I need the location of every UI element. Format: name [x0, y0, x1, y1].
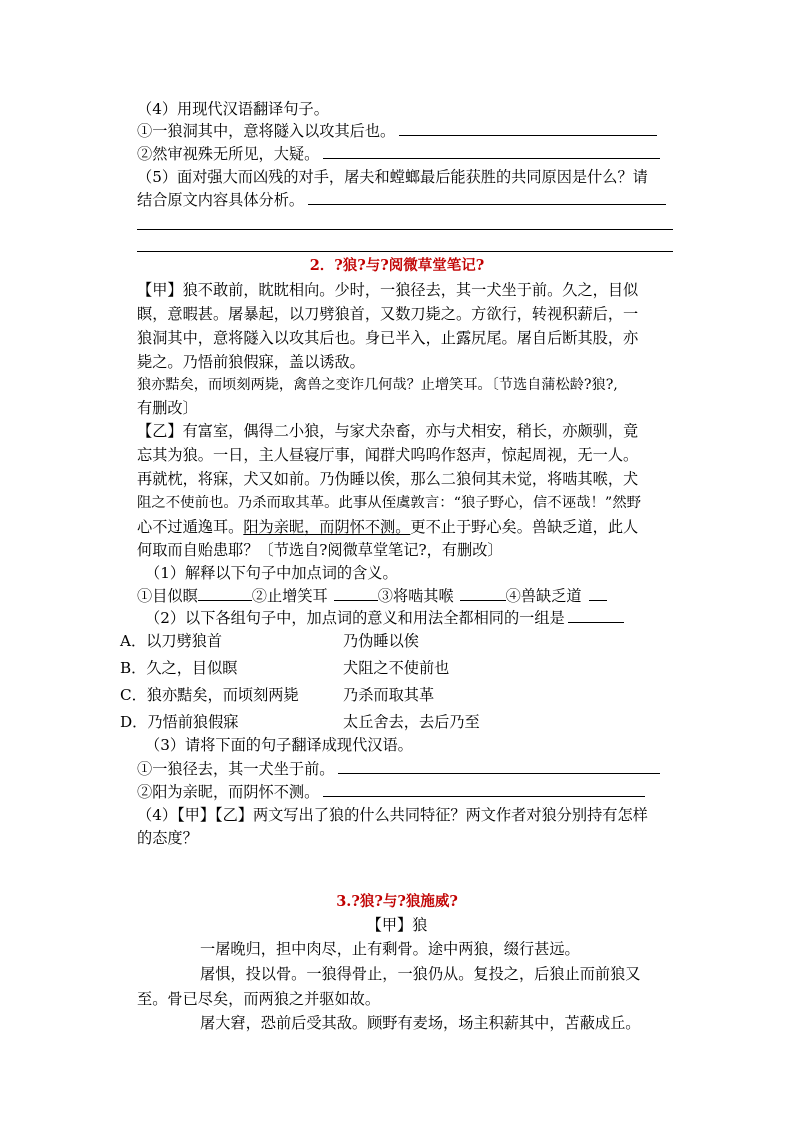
jia-line: 【甲】狼不敢前，眈眈相向。少时，一狼径去，其一犬坐于前。久之，目似 [137, 281, 639, 299]
section3-subtitle: 【甲】狼 [366, 916, 428, 934]
answer-blank[interactable] [338, 759, 660, 774]
q4-line1: （4）【甲】【乙】两文写出了狼的什么共同特征？两文作者对狼分别持有怎样 [137, 806, 648, 824]
answer-blank[interactable] [334, 586, 378, 601]
q2-option-d-pair: 太丘舍去，去后乃至 [343, 713, 480, 731]
section3-paragraph: 屠大窘，恐前后受其敌。顾野有麦场，场主积薪其中，苫蔽成丘。 [200, 1014, 641, 1032]
q1-part4-sentence-1: ①一狼洞其中，意将隧入以攻其后也。 [137, 121, 657, 141]
q1-part5-prompt-line1: （5）面对强大而凶残的对手，屠夫和螳螂最后能获胜的共同原因是什么？请 [137, 168, 648, 186]
q1-part4-sentence-2: ②然审视殊无所见，大疑。 [137, 144, 660, 164]
q1-part5-prompt-line2: 结合原文内容具体分析。 [137, 190, 666, 210]
answer-line[interactable] [137, 251, 673, 252]
q2-option-a-pair: 乃伪睡以俟 [343, 632, 419, 650]
q2-option-c-pair: 乃杀而取其革 [343, 686, 435, 704]
yi-line: 再就枕，将寐，犬又如前。乃伪睡以俟，那么二狼伺其未觉，将啮其喉，犬 [137, 470, 639, 488]
jia-line: 狼亦黠矣，而顷刻两毙，禽兽之变诈几何哉？止增笑耳。〔节选自蒲松龄?狼?, [137, 377, 618, 393]
yi-line: 心不过遁逸耳。阳为亲昵，而阴怀不测。更不止于野心矣。兽缺乏道，此人 [137, 518, 639, 536]
q3-prompt: （3）请将下面的句子翻译成现代汉语。 [145, 736, 413, 754]
q2-option-b[interactable]: B．久之，目似瞑 [120, 659, 238, 677]
section3-paragraph: 一屠晚归，担中肉尽，止有剩骨。途中两狼，缀行甚远。 [200, 940, 580, 958]
q1-items: ①目似瞑 ②止增笑耳 ③将啮其喉 ④兽缺乏道 [137, 586, 607, 606]
underlined-sentence: 阳为亲昵，而阴怀不测。 [243, 518, 411, 536]
q1-prompt: （1）解释以下句子中加点词的含义。 [145, 564, 398, 582]
q3-sentence-1: ①一狼径去，其一犬坐于前。 [137, 759, 660, 779]
q2-option-c[interactable]: C．狼亦黠矣，而顷刻两毙 [120, 686, 299, 704]
answer-blank[interactable] [308, 190, 666, 205]
answer-blank[interactable] [399, 121, 657, 136]
q2-prompt: （2）以下各组句子中，加点词的意义和用法全都相同的一组是 [145, 608, 624, 628]
answer-blank[interactable] [568, 608, 624, 623]
q2-option-a[interactable]: A．以刀劈狼首 [120, 632, 223, 650]
answer-blank[interactable] [460, 586, 506, 601]
section3-paragraph: 屠惧，投以骨。一狼得骨止，一狼仍从。复投之，后狼止而前狼又 [200, 965, 641, 983]
jia-line: 毙之。乃悟前狼假寐，盖以诱敌。 [137, 353, 365, 371]
q4-line2: 的态度？ [137, 829, 198, 847]
answer-blank[interactable] [323, 144, 660, 159]
section2-title: 2．?狼?与?阅微草堂笔记? [309, 257, 485, 274]
yi-line: 阻之不使前也。乃杀而取其革。此事从侄虞敦言：“狼子野心，信不诬哉！”然野 [137, 495, 641, 511]
answer-line[interactable] [137, 229, 673, 230]
q2-option-d[interactable]: D．乃悟前狼假寐 [120, 713, 239, 731]
q2-option-b-pair: 犬阻之不使前也 [343, 659, 450, 677]
q1-part4-prompt: （4）用现代汉语翻译句子。 [137, 100, 329, 118]
q3-sentence-2: ②阳为亲昵，而阴怀不测。 [137, 782, 645, 802]
yi-line: 【乙】有富室，偶得二小狼，与家犬杂畜，亦与犬相安，稍长，亦颇驯，竟 [137, 422, 639, 440]
answer-blank[interactable] [198, 586, 252, 601]
jia-line: 狼洞其中，意将隧入以攻其后也。身已半入，止露尻尾。屠自后断其股，亦 [137, 329, 639, 347]
jia-line: 有删改〕 [137, 399, 198, 417]
section3-title: 3.?狼?与?狼施威? [336, 893, 458, 910]
yi-line: 何取而自贻患耶？〔节选自?阅微草堂笔记?，有删改〕 [137, 541, 503, 559]
answer-blank[interactable] [589, 586, 607, 601]
yi-line: 忘其为狼。一日，主人昼寝厅事，闻群犬呜呜作怒声，惊起周视，无一人。 [137, 446, 639, 464]
answer-blank[interactable] [323, 782, 645, 797]
section3-paragraph: 至。骨已尽矣，而两狼之并驱如故。 [137, 990, 380, 1008]
jia-line: 瞑，意暇甚。屠暴起，以刀劈狼首，又数刀毙之。方欲行，转视积薪后，一 [137, 305, 639, 323]
